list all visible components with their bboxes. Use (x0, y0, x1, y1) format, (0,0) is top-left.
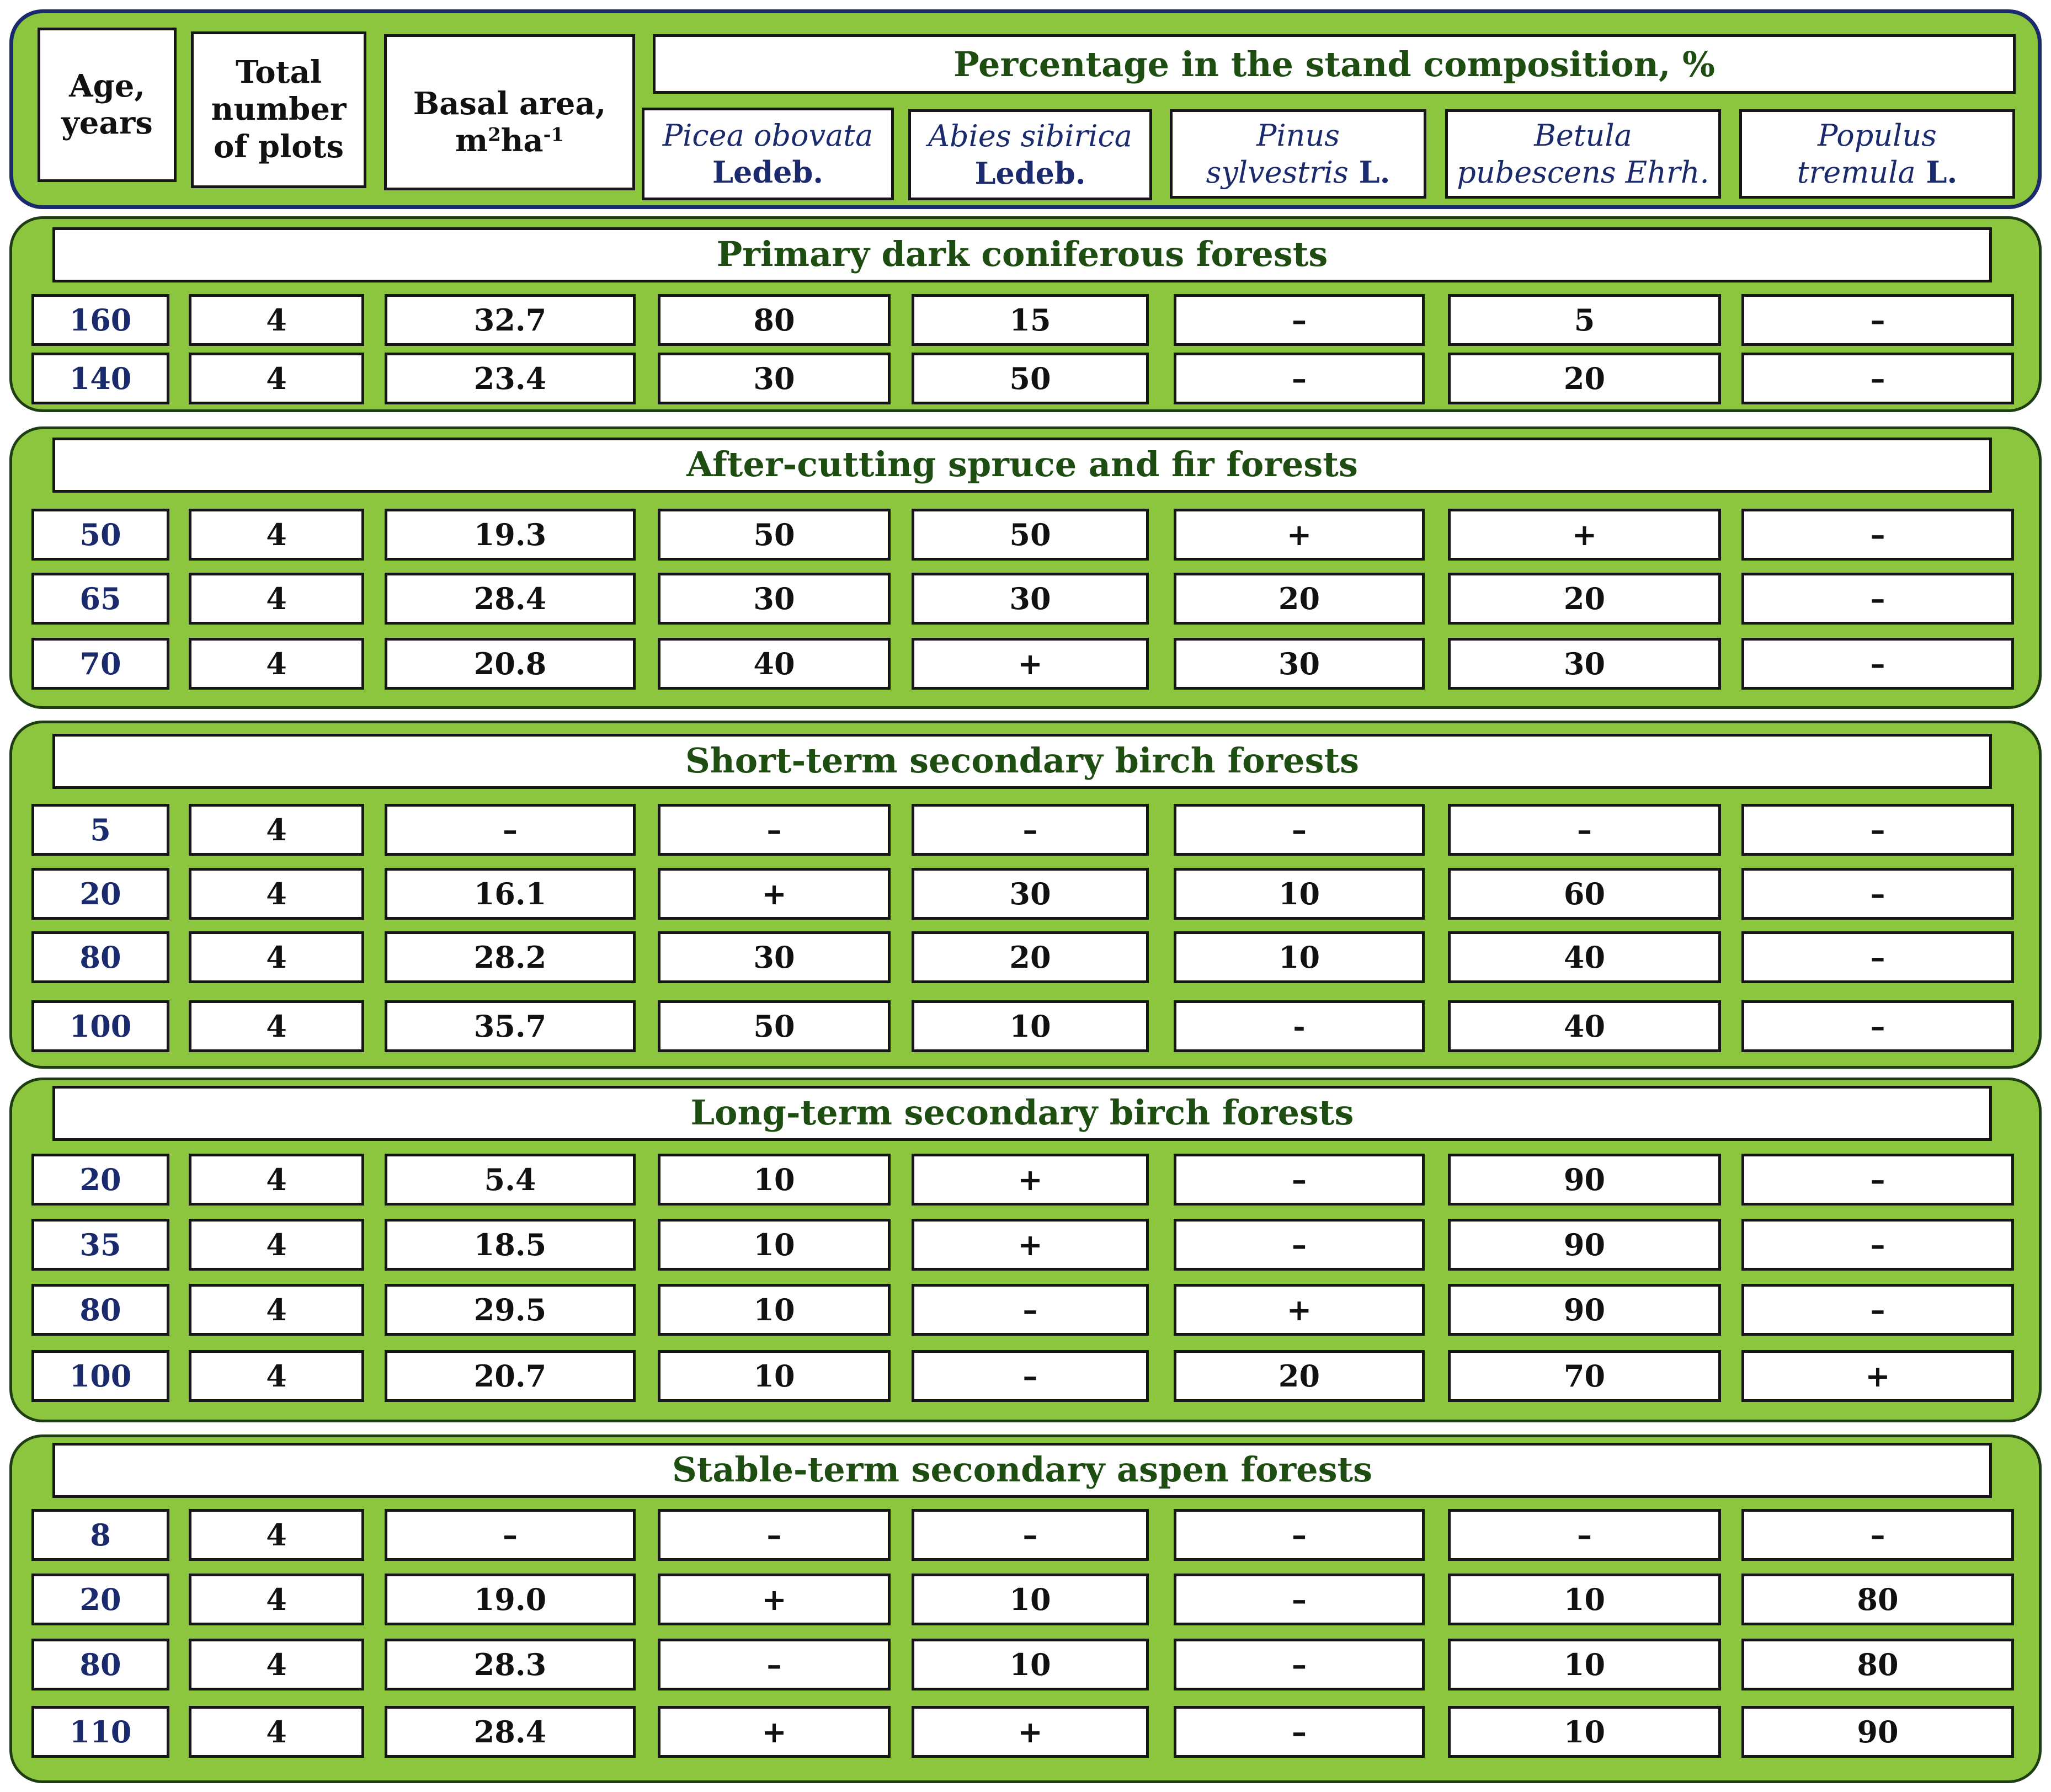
table-cell-total-plots: 4 (189, 1706, 364, 1758)
header-age-line1: Age, (69, 67, 145, 104)
table-cell-age: 20 (31, 868, 169, 920)
table-cell-basal-area: – (385, 804, 636, 856)
table-cell-age: 8 (31, 1509, 169, 1561)
table-cell-betula: 20 (1448, 353, 1721, 404)
table-cell-betula: 90 (1448, 1219, 1721, 1271)
table-cell-picea: 50 (658, 509, 891, 561)
table-cell-betula: 20 (1448, 573, 1721, 625)
table-cell-age: 65 (31, 573, 169, 625)
table-cell-pinus: – (1174, 1509, 1425, 1561)
header-plots-line2: number (211, 91, 347, 128)
species-populus-author: L. (1915, 154, 1958, 190)
table-cell-pinus: – (1174, 294, 1425, 346)
species-picea-name: Picea obovata (662, 118, 873, 153)
table-cell-betula: 10 (1448, 1639, 1721, 1690)
table-cell-basal-area: 19.0 (385, 1574, 636, 1625)
table-cell-total-plots: 4 (189, 804, 364, 856)
header-basal-unit (455, 122, 564, 159)
table-cell-picea: 40 (658, 638, 891, 690)
header-plots-line1: Total (235, 54, 322, 91)
table-cell-basal-area: 28.3 (385, 1639, 636, 1690)
table-cell-populus: 80 (1741, 1574, 2014, 1625)
table-cell-pinus: 30 (1174, 638, 1425, 690)
table-cell-age: 160 (31, 294, 169, 346)
table-cell-abies: 50 (912, 509, 1149, 561)
table-cell-age: 110 (31, 1706, 169, 1758)
table-cell-abies: – (912, 1509, 1149, 1561)
species-pinus-epithet: sylvestris (1206, 155, 1349, 190)
table-cell-pinus: 10 (1174, 868, 1425, 920)
table-cell-abies: 30 (912, 573, 1149, 625)
table-cell-picea: + (658, 1574, 891, 1625)
basal-unit-ha: ha (500, 122, 544, 159)
table-cell-betula: + (1448, 509, 1721, 561)
section-title: Stable-term secondary aspen forests (52, 1443, 1992, 1498)
species-pinus-genus: Pinus (1256, 118, 1340, 153)
table-cell-picea: 10 (658, 1350, 891, 1402)
table-cell-betula: 90 (1448, 1154, 1721, 1206)
table-cell-picea: 10 (658, 1219, 891, 1271)
table-cell-picea: + (658, 1706, 891, 1758)
percentage-title: Percentage in the stand composition, % (653, 34, 2016, 94)
table-cell-picea: 30 (658, 353, 891, 404)
table-cell-populus: – (1741, 868, 2014, 920)
table-cell-pinus: – (1174, 1639, 1425, 1690)
table-cell-abies: 10 (912, 1639, 1149, 1690)
table-cell-pinus: - (1174, 1000, 1425, 1052)
table-cell-betula: 40 (1448, 931, 1721, 983)
table-cell-abies: 50 (912, 353, 1149, 404)
table-cell-abies: + (912, 1219, 1149, 1271)
table-cell-abies: 30 (912, 868, 1149, 920)
table-cell-populus: + (1741, 1350, 2014, 1402)
table-cell-abies: 20 (912, 931, 1149, 983)
table-cell-populus: – (1741, 573, 2014, 625)
species-picea-author: Ledeb. (712, 154, 823, 190)
table-cell-age: 20 (31, 1154, 169, 1206)
header-species-abies (908, 109, 1152, 200)
basal-unit-sup1: 2 (488, 123, 501, 146)
section-title: Long-term secondary birch forests (52, 1086, 1992, 1141)
species-abies-name: Abies sibirica (928, 119, 1132, 153)
header-total-plots (191, 31, 366, 188)
table-cell-abies: – (912, 804, 1149, 856)
table-cell-total-plots: 4 (189, 1350, 364, 1402)
table-cell-total-plots: 4 (189, 1639, 364, 1690)
table-cell-picea: – (658, 1639, 891, 1690)
table-cell-picea: – (658, 1509, 891, 1561)
table-cell-basal-area: 16.1 (385, 868, 636, 920)
table-cell-pinus: + (1174, 1284, 1425, 1336)
table-cell-basal-area: 5.4 (385, 1154, 636, 1206)
table-cell-betula: 30 (1448, 638, 1721, 690)
table-cell-basal-area: 28.2 (385, 931, 636, 983)
table-cell-abies: 15 (912, 294, 1149, 346)
species-populus-line2 (1797, 154, 1958, 191)
species-abies-author: Ledeb. (974, 155, 1086, 191)
table-cell-picea: 50 (658, 1000, 891, 1052)
table-cell-populus: – (1741, 931, 2014, 983)
table-cell-age: 140 (31, 353, 169, 404)
table-cell-populus: 90 (1741, 1706, 2014, 1758)
table-cell-abies: – (912, 1350, 1149, 1402)
species-populus-genus: Populus (1818, 118, 1937, 153)
table-cell-basal-area: 18.5 (385, 1219, 636, 1271)
table-cell-picea: 30 (658, 931, 891, 983)
table-cell-basal-area: 20.7 (385, 1350, 636, 1402)
header-species-pinus (1170, 109, 1426, 199)
table-cell-populus: – (1741, 1284, 2014, 1336)
section-title: Short-term secondary birch forests (52, 734, 1992, 789)
species-pinus-author: L. (1348, 154, 1391, 190)
table-cell-betula: 10 (1448, 1574, 1721, 1625)
table-cell-populus: – (1741, 1219, 2014, 1271)
table-cell-basal-area: 35.7 (385, 1000, 636, 1052)
table-cell-populus: – (1741, 509, 2014, 561)
species-pinus-line2 (1206, 154, 1391, 191)
header-age (38, 28, 177, 182)
table-cell-pinus: 10 (1174, 931, 1425, 983)
table-cell-total-plots: 4 (189, 1219, 364, 1271)
table-cell-abies: 10 (912, 1000, 1149, 1052)
table-cell-age: 70 (31, 638, 169, 690)
table-cell-betula: – (1448, 1509, 1721, 1561)
table-cell-pinus: 20 (1174, 1350, 1425, 1402)
table-cell-betula: 5 (1448, 294, 1721, 346)
table-cell-pinus: – (1174, 1706, 1425, 1758)
table-cell-betula: 40 (1448, 1000, 1721, 1052)
header-plots-line3: of plots (213, 128, 344, 165)
table-cell-betula: 60 (1448, 868, 1721, 920)
table-cell-picea: 80 (658, 294, 891, 346)
table-cell-picea: 10 (658, 1284, 891, 1336)
header-species-populus (1739, 109, 2015, 199)
table-cell-populus: – (1741, 638, 2014, 690)
table-cell-age: 35 (31, 1219, 169, 1271)
table-cell-pinus: + (1174, 509, 1425, 561)
table-cell-total-plots: 4 (189, 1509, 364, 1561)
table-cell-pinus: – (1174, 804, 1425, 856)
table-cell-age: 80 (31, 1284, 169, 1336)
table-cell-populus: – (1741, 294, 2014, 346)
table-cell-total-plots: 4 (189, 868, 364, 920)
table-cell-betula: 10 (1448, 1706, 1721, 1758)
table-cell-betula: – (1448, 804, 1721, 856)
basal-unit-sup2: -1 (543, 123, 564, 146)
table-cell-total-plots: 4 (189, 638, 364, 690)
table-cell-populus: – (1741, 1154, 2014, 1206)
section-title: After-cutting spruce and fir forests (52, 438, 1992, 493)
table-cell-picea: 10 (658, 1154, 891, 1206)
header-basal-line1: Basal area, (413, 86, 606, 122)
table-cell-betula: 90 (1448, 1284, 1721, 1336)
header-basal-area (384, 34, 635, 190)
species-betula-epithet: pubescens Ehrh. (1457, 155, 1709, 190)
table-cell-populus: – (1741, 1000, 2014, 1052)
table-cell-basal-area: – (385, 1509, 636, 1561)
table-cell-total-plots: 4 (189, 1284, 364, 1336)
table-cell-pinus: – (1174, 1219, 1425, 1271)
species-betula-genus: Betula (1534, 118, 1632, 153)
table-cell-picea: + (658, 868, 891, 920)
table-cell-pinus: – (1174, 1574, 1425, 1625)
table-cell-basal-area: 23.4 (385, 353, 636, 404)
header-species-picea (642, 108, 894, 200)
header-species-betula (1445, 109, 1721, 199)
table-cell-age: 50 (31, 509, 169, 561)
table-cell-populus: 80 (1741, 1639, 2014, 1690)
header-age-line2: years (61, 105, 153, 141)
table-cell-age: 80 (31, 931, 169, 983)
table-cell-picea: – (658, 804, 891, 856)
table-cell-abies: – (912, 1284, 1149, 1336)
table-cell-total-plots: 4 (189, 931, 364, 983)
table-cell-total-plots: 4 (189, 353, 364, 404)
table-cell-total-plots: 4 (189, 573, 364, 625)
table-cell-pinus: – (1174, 1154, 1425, 1206)
table-cell-abies: + (912, 1154, 1149, 1206)
table-cell-age: 20 (31, 1574, 169, 1625)
table-cell-total-plots: 4 (189, 1154, 364, 1206)
species-populus-epithet: tremula (1797, 155, 1916, 190)
basal-unit-m: m (455, 122, 488, 159)
table-cell-total-plots: 4 (189, 509, 364, 561)
table-cell-populus: – (1741, 804, 2014, 856)
table-cell-basal-area: 28.4 (385, 573, 636, 625)
table-cell-total-plots: 4 (189, 1574, 364, 1625)
table-cell-abies: 10 (912, 1574, 1149, 1625)
table-cell-age: 100 (31, 1350, 169, 1402)
table-cell-total-plots: 4 (189, 1000, 364, 1052)
table-cell-abies: + (912, 638, 1149, 690)
table-cell-populus: – (1741, 1509, 2014, 1561)
table-cell-populus: – (1741, 353, 2014, 404)
table-cell-age: 5 (31, 804, 169, 856)
table-cell-pinus: – (1174, 353, 1425, 404)
table-cell-betula: 70 (1448, 1350, 1721, 1402)
table-cell-basal-area: 28.4 (385, 1706, 636, 1758)
table-cell-basal-area: 32.7 (385, 294, 636, 346)
table-cell-age: 100 (31, 1000, 169, 1052)
table-cell-age: 80 (31, 1639, 169, 1690)
table-cell-abies: + (912, 1706, 1149, 1758)
section-title: Primary dark coniferous forests (52, 227, 1992, 282)
table-cell-basal-area: 20.8 (385, 638, 636, 690)
table-cell-basal-area: 29.5 (385, 1284, 636, 1336)
table-cell-total-plots: 4 (189, 294, 364, 346)
table-cell-pinus: 20 (1174, 573, 1425, 625)
table-cell-basal-area: 19.3 (385, 509, 636, 561)
table-cell-picea: 30 (658, 573, 891, 625)
